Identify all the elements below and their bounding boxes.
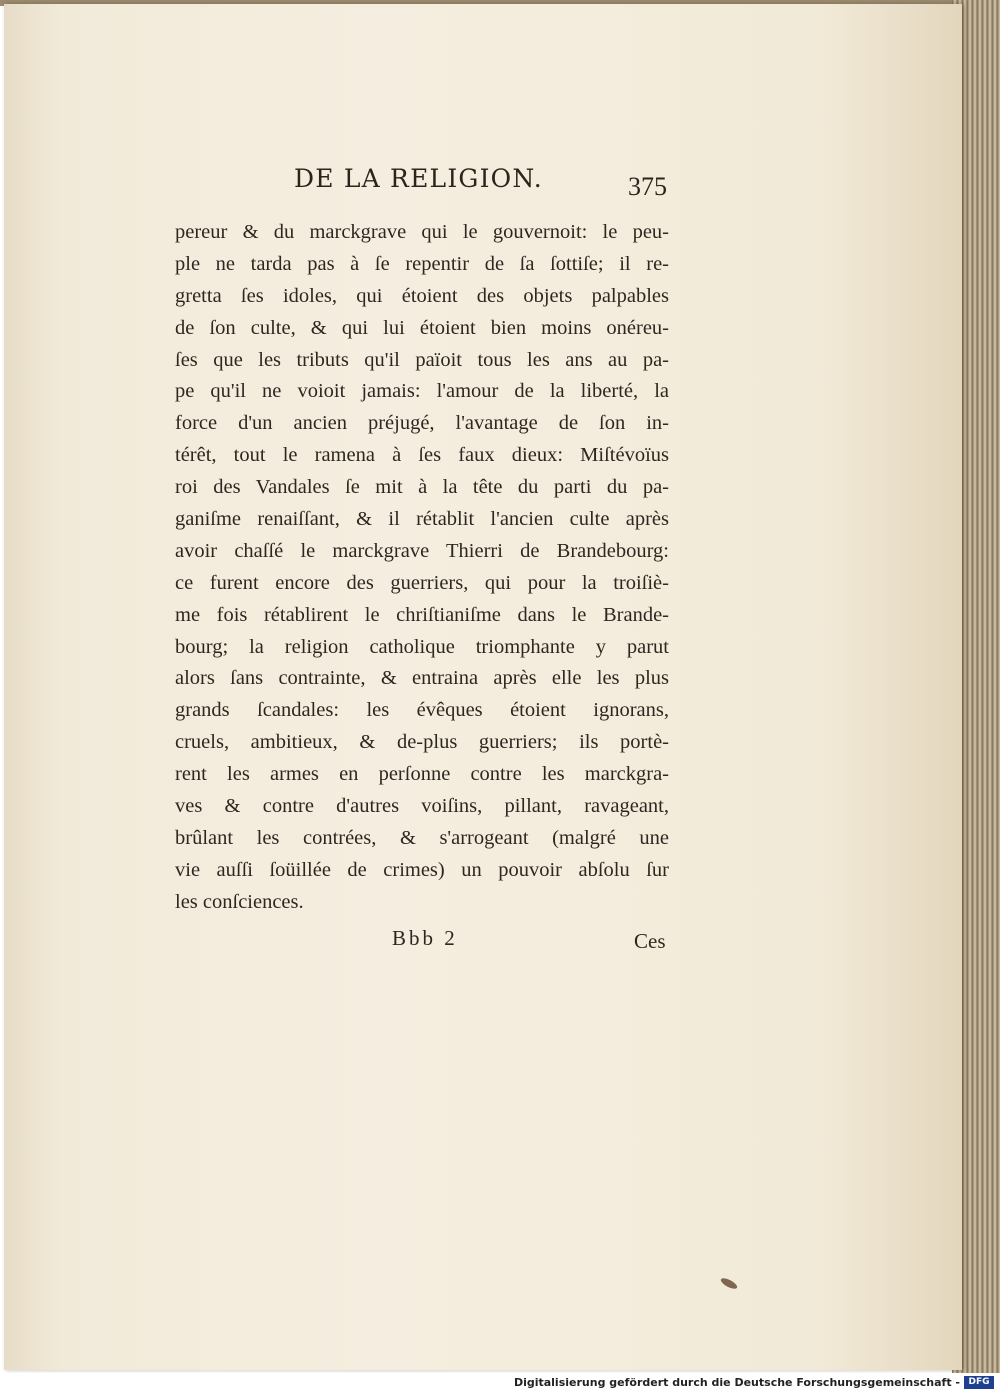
text-line: bourg; la religion catholique triomphante y parut: [175, 635, 669, 658]
catchword: Ces: [634, 929, 666, 953]
body-text: [175, 217, 669, 919]
text-line: ves & contre d'autres voiſins, pillant, ravageant,: [175, 795, 669, 818]
running-head: DE LA RELIGION.: [294, 164, 543, 193]
paper-fleck: [719, 1276, 738, 1291]
signature-mark: Bbb 2: [392, 926, 458, 950]
text-line: alors ſans contrainte, & entraina après elle les plus: [175, 667, 669, 690]
page-number: 375: [628, 172, 667, 201]
text-line: vie auſſi ſoüillée de crimes) un pouvoir abſolu ſur: [175, 858, 669, 881]
text-line: cruels, ambitieux, & de-plus guerriers; ils portè-: [175, 731, 669, 754]
text-line: grands ſcandales: les évêques étoient ignorans,: [175, 699, 669, 722]
text-line: ganiſme renaiſſant, & il rétablit l'ancien culte après: [175, 508, 669, 531]
text-line: ce furent encore des guerriers, qui pour la troiſiè-: [175, 571, 669, 594]
digitization-credit: Digitalisierung gefördert durch die Deutsche Forschungsgemeinschaft -: [513, 1376, 960, 1389]
book-page: [4, 4, 962, 1370]
text-line: pe qu'il ne voioit jamais: l'amour de la liberté, la: [175, 380, 669, 403]
dfg-logo-icon: DFG: [964, 1376, 994, 1389]
text-line: pereur & du marckgrave qui le gouvernoit: le peu-: [175, 221, 669, 243]
text-line: de ſon culte, & qui lui étoient bien moins onéreu-: [175, 316, 669, 339]
text-line: ple ne tarda pas à ſe repentir de ſa ſottiſe; il re-: [175, 252, 669, 275]
text-line: térêt, tout le ramena à ſes faux dieux: Miſtévoïus: [175, 444, 669, 467]
text-line: brûlant les contrées, & s'arrogeant (malgré une: [175, 826, 669, 849]
text-line: roi des Vandales ſe mit à la tête du parti du pa-: [175, 476, 669, 499]
text-line: ſes que les tributs qu'il païoit tous les ans au pa-: [175, 348, 669, 371]
text-line: force d'un ancien préjugé, l'avantage de ſon in-: [175, 412, 669, 435]
text-line: gretta ſes idoles, qui étoient des objets palpables: [175, 284, 669, 307]
text-line: me fois rétablirent le chriſtianiſme dans le Brande-: [175, 603, 669, 626]
text-line: avoir chaſſé le marckgrave Thierri de Brandebourg:: [175, 539, 669, 562]
text-line-last: les conſciences.: [175, 890, 304, 913]
text-line: rent les armes en perſonne contre les marckgra-: [175, 763, 669, 786]
